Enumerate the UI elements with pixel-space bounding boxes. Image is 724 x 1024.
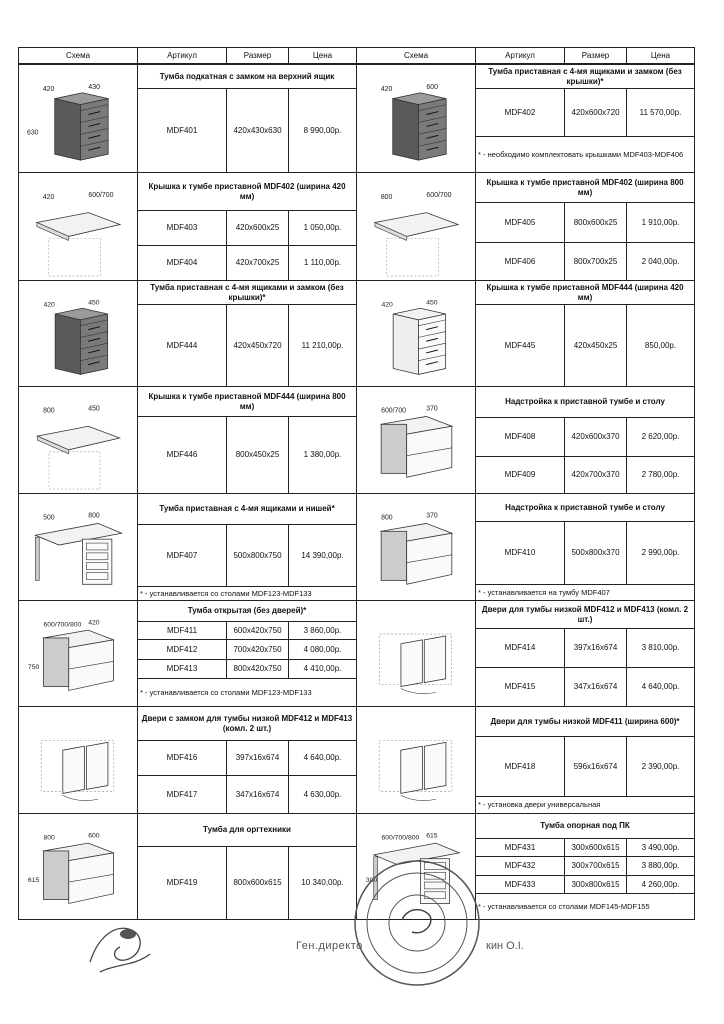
article-code: MDF408 xyxy=(475,417,565,457)
column-header: Цена xyxy=(288,47,357,64)
column-header: Размер xyxy=(226,47,289,64)
size-value: 420x450x25 xyxy=(564,304,627,387)
price-value: 1 050,00р. xyxy=(288,210,357,246)
size-value: 500x800x750 xyxy=(226,524,289,587)
product-sketch xyxy=(356,172,476,281)
dimension-label: 750 xyxy=(27,664,40,672)
article-code: MDF402 xyxy=(475,88,565,137)
dimension-label: 800 xyxy=(43,834,55,842)
dimension-label: 430 xyxy=(88,83,100,91)
price-value: 11 210,00р. xyxy=(288,304,357,387)
dimension-label: 800 xyxy=(381,514,393,522)
article-code: MDF401 xyxy=(137,88,227,173)
article-code: MDF409 xyxy=(475,456,565,494)
dimension-label: 800 xyxy=(88,512,100,520)
dimension-label: 420 xyxy=(88,619,100,627)
article-code: MDF415 xyxy=(475,667,565,707)
product-sketch xyxy=(18,493,138,601)
section-note: * - устанавливается со столами MDF123-MDF133 xyxy=(137,678,357,707)
section-title: Крышка к тумбе приставной MDF444 (ширина 420 мм) xyxy=(475,280,695,305)
size-value: 500x800x370 xyxy=(564,521,627,585)
price-value: 2 040,00р. xyxy=(626,242,695,281)
dimension-label: 615 xyxy=(27,877,40,885)
article-code: MDF419 xyxy=(137,846,227,920)
column-header: Артикул xyxy=(137,47,227,64)
product-sketch xyxy=(18,706,138,814)
price-value: 8 990,00р. xyxy=(288,88,357,173)
section-note: * - установка двери универсальная xyxy=(475,796,695,814)
product-sketch xyxy=(18,280,138,387)
dimension-label: 600/700 xyxy=(381,407,406,415)
size-value: 420x600x720 xyxy=(564,88,627,137)
price-value: 3 490,00р. xyxy=(626,838,695,857)
company-stamp xyxy=(352,858,482,988)
dimension-label: 450 xyxy=(88,299,100,307)
price-value: 4 640,00р. xyxy=(626,667,695,707)
product-sketch xyxy=(356,64,476,173)
dimension-label: 420 xyxy=(43,301,55,309)
article-code: MDF418 xyxy=(475,736,565,797)
article-code: MDF405 xyxy=(475,202,565,243)
size-value: 300x700x615 xyxy=(564,856,627,876)
section-title: Двери для тумбы низкой MDF411 (ширина 600)* xyxy=(475,706,695,737)
price-value: 850,00р. xyxy=(626,304,695,387)
dimension-label: 600/700/800 xyxy=(381,834,420,842)
article-code: MDF417 xyxy=(137,775,227,814)
size-value: 347x16x674 xyxy=(564,667,627,707)
price-table xyxy=(18,47,694,919)
size-value: 420x600x370 xyxy=(564,417,627,457)
price-value: 3 880,00р. xyxy=(626,856,695,876)
dimension-label: 615 xyxy=(426,832,438,840)
section-title: Двери с замком для тумбы низкой MDF412 и MDF413 (комл. 2 шт.) xyxy=(137,706,357,741)
price-value: 11 570,00р. xyxy=(626,88,695,137)
size-value: 800x600x25 xyxy=(564,202,627,243)
product-sketch xyxy=(18,600,138,707)
dimension-label: 450 xyxy=(88,405,100,413)
product-sketch xyxy=(356,600,476,707)
size-value: 420x700x370 xyxy=(564,456,627,494)
section-title: Крышка к тумбе приставной MDF402 (ширина 800 мм) xyxy=(475,172,695,203)
price-value: 4 640,00р. xyxy=(288,740,357,776)
size-value: 420x430x630 xyxy=(226,88,289,173)
article-code: MDF416 xyxy=(137,740,227,776)
section-title: Крышка к тумбе приставной MDF402 (ширина 420 мм) xyxy=(137,172,357,211)
size-value: 600x420x750 xyxy=(226,621,289,640)
article-code: MDF446 xyxy=(137,416,227,494)
section-title: Тумба подкатная с замком на верхний ящик xyxy=(137,64,357,89)
signature-line-right: кин О.І. xyxy=(486,940,524,952)
size-value: 700x420x750 xyxy=(226,639,289,660)
column-header: Схема xyxy=(18,47,138,64)
dimension-label: 500 xyxy=(43,514,55,522)
section-title: Надстройка к приставной тумбе и столу xyxy=(475,493,695,522)
price-value: 1 110,00р. xyxy=(288,245,357,281)
article-code: MDF445 xyxy=(475,304,565,387)
column-header: Цена xyxy=(626,47,695,64)
dimension-label: 420 xyxy=(42,85,55,93)
article-code: MDF411 xyxy=(137,621,227,640)
section-title: Тумба приставная с 4-мя ящиками и нишей* xyxy=(137,493,357,525)
section-note: * - устанавливается со столами MDF145-MDF155 xyxy=(475,893,695,920)
product-sketch xyxy=(356,386,476,494)
article-code: MDF413 xyxy=(137,659,227,679)
dimension-label: 370 xyxy=(426,405,438,413)
dimension-label: 370 xyxy=(426,512,438,520)
dimension-label: 600/700/800 xyxy=(43,621,82,629)
size-value: 800x450x25 xyxy=(226,416,289,494)
article-code: MDF406 xyxy=(475,242,565,281)
size-value: 800x600x615 xyxy=(226,846,289,920)
column-header: Артикул xyxy=(475,47,565,64)
section-note: * - необходимо комплектовать крышками MDF403-MDF406 xyxy=(475,136,695,173)
price-value: 3 810,00р. xyxy=(626,628,695,668)
dimension-label: 450 xyxy=(426,299,438,307)
section-title: Тумба приставная с 4-мя ящиками и замком (без крышки)* xyxy=(137,280,357,305)
price-value: 2 780,00р. xyxy=(626,456,695,494)
size-value: 420x600x25 xyxy=(226,210,289,246)
price-value: 4 260,00р. xyxy=(626,875,695,894)
product-sketch xyxy=(356,493,476,601)
price-value: 2 620,00р. xyxy=(626,417,695,457)
size-value: 397x16x674 xyxy=(564,628,627,668)
price-value: 4 410,00р. xyxy=(288,659,357,679)
dimension-label: 420 xyxy=(42,193,55,201)
product-sketch xyxy=(18,386,138,494)
signature-drawing xyxy=(80,902,160,982)
price-value: 2 990,00р. xyxy=(626,521,695,585)
price-value: 10 340,00р. xyxy=(288,846,357,920)
article-code: MDF433 xyxy=(475,875,565,894)
section-title: Тумба опорная под ПК xyxy=(475,813,695,839)
article-code: MDF444 xyxy=(137,304,227,387)
price-value: 1 910,00р. xyxy=(626,202,695,243)
column-header: Размер xyxy=(564,47,627,64)
size-value: 800x420x750 xyxy=(226,659,289,679)
product-sketch xyxy=(18,172,138,281)
price-value: 4 080,00р. xyxy=(288,639,357,660)
article-code: MDF403 xyxy=(137,210,227,246)
signature-line-left: Ген.директо xyxy=(296,940,363,952)
section-note: * - устанавливается со столами MDF123-MDF133 xyxy=(137,586,357,601)
section-title: Надстройка к приставной тумбе и столу xyxy=(475,386,695,418)
dimension-label: 800 xyxy=(43,407,55,415)
price-value: 3 860,00р. xyxy=(288,621,357,640)
dimension-label: 600 xyxy=(88,832,100,840)
size-value: 596x16x674 xyxy=(564,736,627,797)
product-sketch xyxy=(356,706,476,814)
price-value: 1 380,00р. xyxy=(288,416,357,494)
dimension-label: 800 xyxy=(380,193,393,201)
article-code: MDF407 xyxy=(137,524,227,587)
size-value: 300x600x615 xyxy=(564,838,627,857)
section-title: Тумба для оргтехники xyxy=(137,813,357,847)
article-code: MDF404 xyxy=(137,245,227,281)
dimension-label: 420 xyxy=(380,85,393,93)
dimension-label: 600/700 xyxy=(88,191,114,199)
article-code: MDF410 xyxy=(475,521,565,585)
article-code: MDF414 xyxy=(475,628,565,668)
size-value: 420x700x25 xyxy=(226,245,289,281)
article-code: MDF412 xyxy=(137,639,227,660)
size-value: 397x16x674 xyxy=(226,740,289,776)
product-sketch xyxy=(356,280,476,387)
dimension-label: 600/700 xyxy=(426,191,452,199)
article-code: MDF431 xyxy=(475,838,565,857)
dimension-label: 630 xyxy=(26,129,39,137)
price-value: 14 390,00р. xyxy=(288,524,357,587)
dimension-label: 420 xyxy=(381,301,393,309)
section-title: Тумба открытая (без дверей)* xyxy=(137,600,357,622)
section-title: Двери для тумбы низкой MDF412 и MDF413 (комл. 2 шт.) xyxy=(475,600,695,629)
price-value: 2 390,00р. xyxy=(626,736,695,797)
dimension-label: 300 xyxy=(365,877,378,885)
product-sketch xyxy=(18,64,138,173)
size-value: 347x16x674 xyxy=(226,775,289,814)
size-value: 420x450x720 xyxy=(226,304,289,387)
section-title: Тумба приставная с 4-мя ящиками и замком (без крышки)* xyxy=(475,64,695,89)
size-value: 300x800x615 xyxy=(564,875,627,894)
section-note: * - устанавливается на тумбу MDF407 xyxy=(475,584,695,601)
column-header: Схема xyxy=(356,47,476,64)
article-code: MDF432 xyxy=(475,856,565,876)
size-value: 800x700x25 xyxy=(564,242,627,281)
section-title: Крышка к тумбе приставной MDF444 (ширина 800 мм) xyxy=(137,386,357,417)
price-value: 4 630,00р. xyxy=(288,775,357,814)
dimension-label: 600 xyxy=(426,83,438,91)
